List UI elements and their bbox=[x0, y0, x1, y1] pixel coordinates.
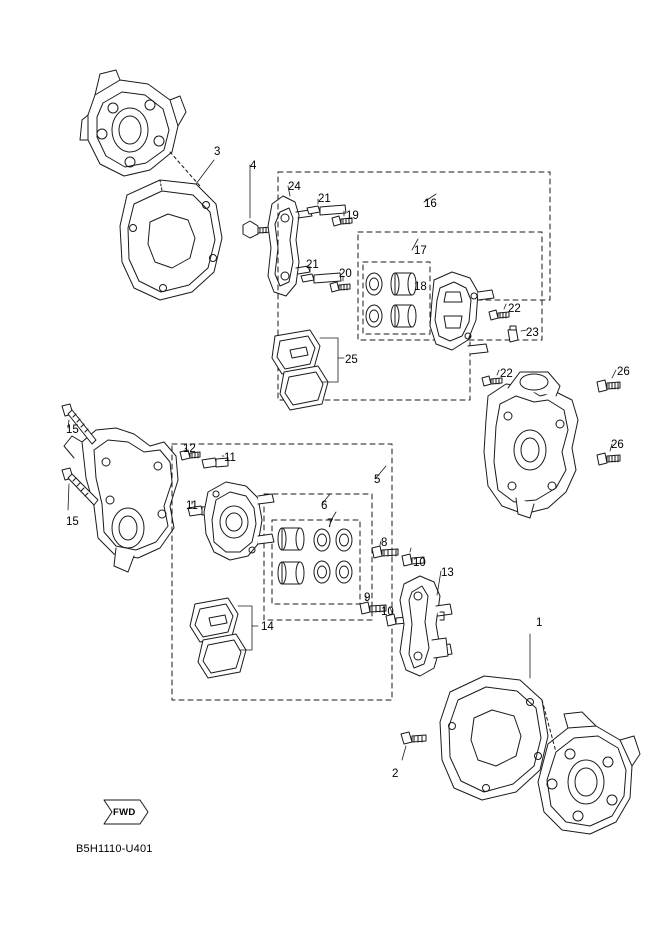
callout-13: 13 bbox=[441, 567, 454, 579]
callout-15-upper: 15 bbox=[66, 424, 79, 436]
callout-25: 25 bbox=[345, 354, 358, 366]
callout-23: 23 bbox=[526, 327, 539, 339]
callout-22-lower: 22 bbox=[500, 368, 513, 380]
callout-9: 9 bbox=[364, 592, 371, 604]
caliper-mount-bolt-22-lower bbox=[482, 370, 502, 386]
caliper-piston-set-lower bbox=[278, 528, 352, 584]
callout-21-lower: 21 bbox=[306, 259, 319, 271]
caliper-body-top bbox=[430, 272, 494, 354]
fwd-label: FWD bbox=[113, 807, 136, 818]
diagram-part-code: B5H1110-U401 bbox=[76, 843, 153, 855]
callout-3: 3 bbox=[214, 146, 221, 158]
assembly-dashed-line-1 bbox=[170, 152, 200, 186]
callout-10-upper: 10 bbox=[413, 557, 426, 569]
callout-22-upper: 22 bbox=[508, 303, 521, 315]
callout-6: 6 bbox=[321, 500, 328, 512]
callout-5: 5 bbox=[374, 474, 381, 486]
callout-10-lower: 10 bbox=[381, 606, 394, 618]
callout-7: 7 bbox=[327, 518, 334, 530]
caliper-mount-bolt-22-upper bbox=[489, 304, 509, 320]
callout-18: 18 bbox=[414, 281, 427, 293]
caliper-subgroup-6 bbox=[264, 494, 372, 620]
callout-19: 19 bbox=[346, 210, 359, 222]
callout-12: 12 bbox=[183, 443, 196, 455]
front-brake-disc-top bbox=[120, 180, 222, 300]
callout-20: 20 bbox=[339, 268, 352, 280]
steering-knuckle-top-right bbox=[484, 372, 578, 518]
rear-wheel-hub-bottom bbox=[538, 712, 640, 834]
callout-1: 1 bbox=[536, 617, 543, 629]
callout-24: 24 bbox=[288, 181, 301, 193]
callout-8: 8 bbox=[381, 537, 388, 549]
brake-pad-set-25 bbox=[272, 330, 344, 410]
callout-14: 14 bbox=[261, 621, 274, 633]
callout-4: 4 bbox=[250, 160, 257, 172]
steering-knuckle-left-lower bbox=[64, 428, 178, 572]
callout-11-lower: 11 bbox=[186, 500, 198, 512]
callout-26-lower: 26 bbox=[611, 439, 624, 451]
brake-pad-set-14 bbox=[190, 598, 258, 678]
callout-2: 2 bbox=[392, 768, 399, 780]
callout-21-upper: 21 bbox=[318, 193, 331, 205]
callout-11-upper: 11 bbox=[224, 452, 236, 464]
front-wheel-hub-top bbox=[80, 70, 186, 176]
caliper-piston-set-top bbox=[366, 273, 416, 327]
callout-26-upper: 26 bbox=[617, 366, 630, 378]
callout-17: 17 bbox=[414, 245, 427, 257]
rear-brake-disc-bottom bbox=[440, 634, 548, 800]
caliper-bracket-13 bbox=[400, 571, 452, 676]
callout-16: 16 bbox=[424, 198, 437, 210]
disc-bolt-2 bbox=[401, 732, 426, 760]
callout-15-lower: 15 bbox=[66, 516, 79, 528]
